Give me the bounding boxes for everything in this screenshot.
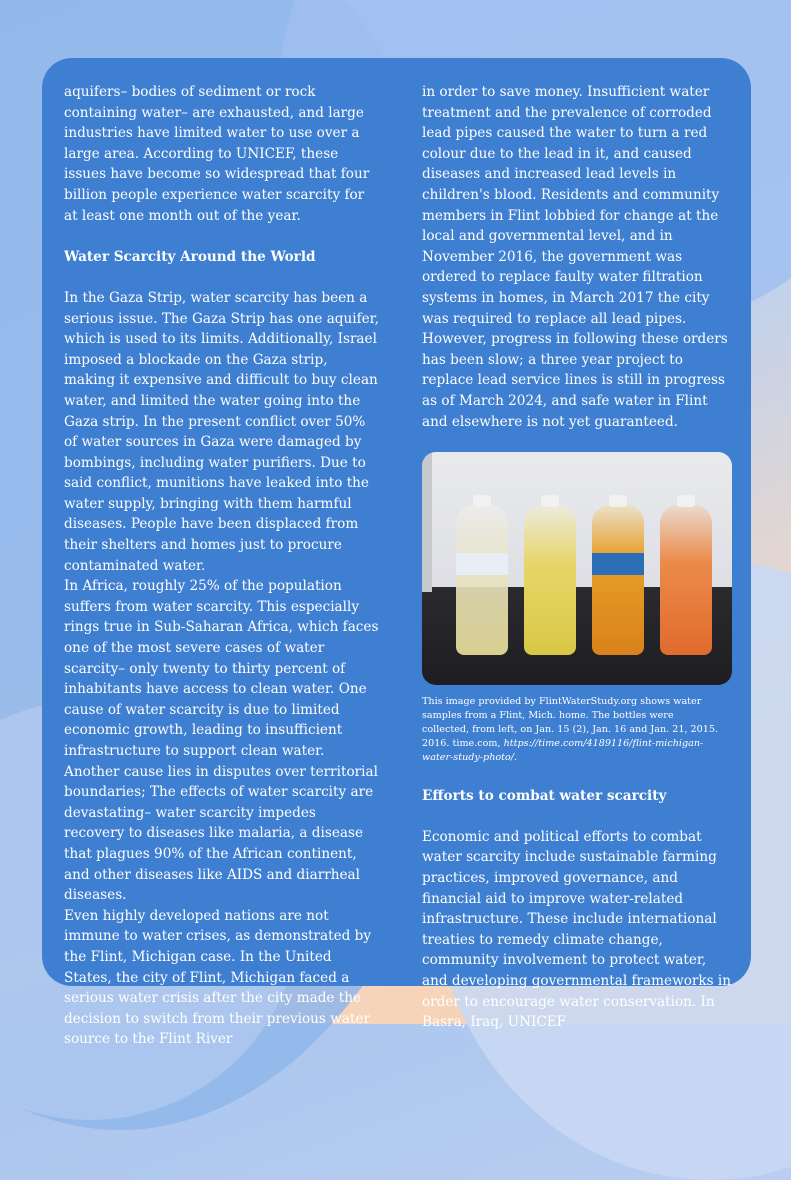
left-column	[64, 82, 379, 1050]
africa-paragraph: In Africa, roughly 25% of the population suffers from water scarcity. This especially rings true in Sub-Saharan Africa, which faces one of the most severe cases of water scarcity– only twenty to thirty percent of inhabitants have access to clean water. One cause of water scarcity is due to limited economic growth, leading to insufficient infrastructure to support clean water. Another cause lies in disputes over territorial boundaries; The effects of water scarcity are devastating– water scarcity impedes recovery to diseases like malaria, a disease that plagues 90% of the African continent, and other diseases like AIDS and diarrheal diseases.	[64, 578, 379, 904]
bottle-image	[456, 505, 508, 655]
section-heading-water-scarcity-world: Water Scarcity Around the World	[64, 248, 316, 265]
section-heading-efforts: Efforts to combat water scarcity	[422, 787, 667, 804]
caption-text: This image provided by FlintWaterStudy.org shows water samples from a Flint, Mich. home. The bottles were collected, from left, on Jan. 15 (2), Jan. 16 and Jan. 21, 2015. 2016. time.com,	[422, 696, 719, 750]
bottle-image	[524, 505, 576, 655]
gaza-paragraph: In the Gaza Strip, water scarcity has been a serious issue. The Gaza Strip has one aquifer, which is used to its limits. Additionally, Israel imposed a blockade on the Gaza strip, making it expensive and difficult to buy clean water, and limited the water going into the Gaza strip. In the present conflict over 50% of water sources in Gaza were damaged by bombings, including water purifiers. Due to said conflict, munitions have leaked into the water supply, bringing with them harmful diseases. People have been displaced from their shelters and homes just to procure contaminated water.	[64, 289, 379, 574]
intro-paragraph: aquifers– bodies of sediment or rock containing water– are exhausted, and large industries have limited water to use over a large area. According to UNICEF, these issues have become so widespread that four billion people experience water scarcity for at least one month out of the year.	[64, 84, 370, 224]
flint-continued-paragraph: in order to save money. Insufficient water treatment and the prevalence of corroded lead pipes caused the water to turn a red colour due to the lead in it, and caused diseases and increased lead levels in children's blood. Residents and community members in Flint lobbied for change at the local and governmental level, and in November 2016, the government was ordered to replace faulty water filtration systems in homes, in March 2017 the city was required to replace all lead pipes. However, progress in following these orders has been slow; a three year project to replace lead service lines is still in progress as of March 2024, and safe water in Flint and elsewhere is not yet guaranteed.	[422, 84, 728, 430]
right-column	[422, 82, 734, 1033]
bottle-image	[660, 505, 712, 655]
efforts-paragraph: Economic and political efforts to combat water scarcity include sustainable farming practices, improved governance, and financial aid to improve water-related infrastructure. These include international treaties to remedy climate change, community involvement to protect water, and developing governmental frameworks in order to encourage water conservation. In Basra, Iraq, UNICEF	[422, 828, 732, 1031]
bottle-image	[592, 505, 644, 655]
water-samples-photo	[422, 452, 732, 685]
flint-paragraph: Even highly developed nations are not immune to water crises, as demonstrated by the Flint, Michigan case. In the United States, the city of Flint, Michigan faced a serious water crisis after the city made the decision to switch from their previous water source to the Flint River	[64, 907, 372, 1048]
photo-caption	[422, 695, 722, 765]
caption-link[interactable]: https://time.com/4189116/flint-michigan-water-study-photo/.	[422, 738, 704, 764]
